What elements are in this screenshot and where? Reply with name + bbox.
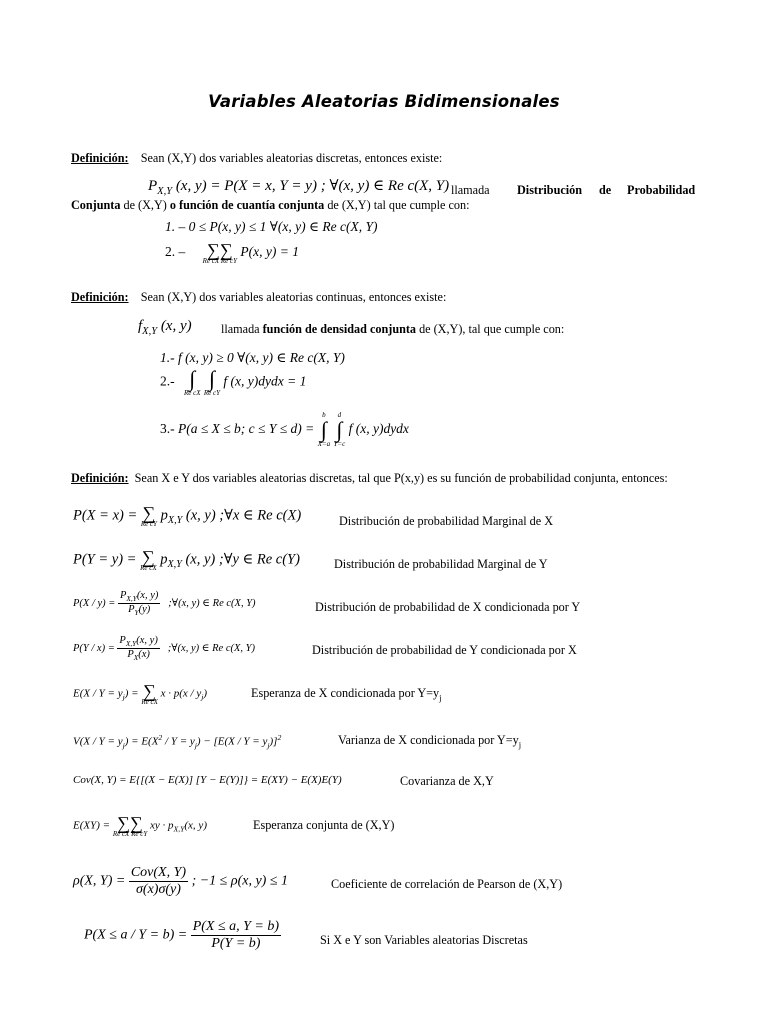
definition-3-intro: Sean X e Y dos variables aleatorias discretas, tal que P(x,y) es su función de probabilidad conjunta, entonces: — [134, 471, 668, 485]
pearson-formula: ρ(X, Y) = $\frac{\text{Cov(X, Y)}}{\sigma(x)\sigma(y)}$ ; −1 ≤ ρ(x, y) ≤ 1 — [73, 865, 289, 897]
joint-pmf-name-2: Probabilidad — [627, 183, 696, 197]
joint-pmf-llamada: llamada — [451, 183, 490, 197]
joint-expectation-formula: E(XY) = ∑∑ Re cX Re cY xy · $p_{X,Y}(x$, y) — [73, 813, 207, 838]
pearson-description: Coeficiente de correlación de Pearson de (X,Y) — [331, 877, 563, 891]
joint-pmf-name-1: Distribución — [517, 183, 583, 197]
definition-1-line-2: Conjunta de (X,Y) o función de cuantía conjunta de (X,Y) tal que cumple con: — [71, 198, 470, 212]
marginal-y-formula: P(Y = y) = ∑ Re cX $p_{X,Y}$ (x, y) ;∀y ∈ Re c(Y) — [73, 547, 300, 572]
definition-2-condition-1: 1.- f (x, y) ≥ 0 ∀(x, y) ∈ Re c(X, Y) — [160, 350, 345, 365]
definition-2-condition-3: 3.- P(a ≤ X ≤ b; c ≤ Y ≤ d) = b ∫ X=a d ∫ Y=c f (x, y)dydx — [160, 411, 409, 448]
definition-1-intro: Sean (X,Y) dos variables aleatorias discretas, entonces existe: — [140, 151, 443, 165]
conditional-expectation-formula: $E(X / Y = y_j)$ = ∑ Re cX $x \cdot p(x / y_j)$ — [73, 681, 208, 706]
marginal-x-formula: P(X = x) = ∑ Re cY $p_{X,Y}$ (x, y) ;∀x ∈ Re c(X) — [73, 503, 302, 528]
definition-2-intro: Sean (X,Y) dos variables aleatorias continuas, entonces existe: — [140, 290, 447, 304]
joint-pmf-formula: $P_{X,Y}$ (x, y) = P(X = x, Y = y) ; ∀(x, y) ∈ Re c(X, Y) — [148, 178, 450, 197]
definition-2-condition-2: 2.- ∫ Re cX ∫ Re cY f (x, y)dydx = 1 — [160, 366, 307, 397]
integral-symbol: ∫ Re cY — [203, 366, 221, 397]
conditional-probability-description: Si X e Y son Variables aleatorias Discretas — [320, 933, 528, 947]
conditional-y-description: Distribución de probabilidad de Y condicionada por X — [312, 643, 577, 657]
definition-1-line — [71, 151, 442, 166]
definition-2-line: Definición: Sean (X,Y) dos variables aleatorias continuas, entonces existe: — [71, 290, 447, 304]
joint-expectation-description: Esperanza conjunta de (X,Y) — [253, 818, 395, 832]
definition-3-line: Definición: Sean X e Y dos variables aleatorias discretas, tal que P(x,y) es su función de probabilidad conjunta, entonces: — [71, 471, 668, 485]
conditional-variance-description: Varianza de X condicionada por $Y=y_j$ — [338, 733, 522, 750]
covariance-formula: Cov(X, Y) = E{[(X − E(X)] [Y − E(Y)]} = E(XY) − E(X)E(Y) — [73, 774, 342, 786]
integral-symbol: d ∫ Y=c — [333, 411, 346, 448]
page-title: Variables Aleatorias Bidimensionales — [208, 92, 560, 111]
conditional-y-formula: P(Y / x) = $\frac{P_{X,Y}(x, y)}{P_X(x)}$ ;∀(x, y) ∈ Re c(X, Y) — [73, 635, 255, 663]
conditional-x-formula: P(X / y) = $\frac{P_{X,Y}(x, y)}{P_Y(y)}$ ;∀(x, y) ∈ Re c(X, Y) — [73, 590, 256, 618]
conditional-x-description: Distribución de probabilidad de X condicionada por Y — [315, 600, 581, 614]
conditional-probability-formula: P(X ≤ a / Y = b) = $\frac{P(X \le a, Y = b)}{P(Y = b)}$ — [84, 919, 280, 951]
covariance-description: Covarianza de X,Y — [400, 774, 494, 788]
sum-symbol: ∑ Re cY — [140, 503, 158, 528]
marginal-x-description: Distribución de probabilidad Marginal de X — [339, 514, 554, 528]
sum-symbol: ∑ Re cX — [141, 681, 158, 706]
joint-pdf-formula: $f_{X,Y}$ (x, y) — [138, 318, 192, 337]
definition-1-condition-2: 2. – ∑∑ Re cX Re cY P(x, y) = 1 — [165, 240, 299, 265]
definition-1-condition-1: 1. – 0 ≤ P(x, y) ≤ 1 ∀(x, y) ∈ Re c(X, Y) — [165, 219, 378, 234]
marginal-y-description: Distribución de probabilidad Marginal de Y — [334, 557, 548, 571]
integral-symbol: b ∫ X=a — [317, 411, 331, 448]
conditional-expectation-description: Esperanza de X condicionada por $Y=y_j$ — [251, 686, 442, 703]
joint-pmf-name-de: de — [599, 183, 612, 197]
conditional-variance-formula: $V(X / Y = y_j) = E(X^2 / Y = y_j) - [E(X / Y = y_j)]^2$ — [73, 733, 282, 750]
definition-label: Definición: — [71, 151, 129, 165]
sum-symbol: ∑ Re cX — [140, 547, 157, 572]
integral-symbol: ∫ Re cX — [184, 366, 201, 397]
double-sum-symbol: ∑∑ Re cX Re cY — [202, 240, 238, 265]
double-sum-symbol: ∑∑ Re cX Re cY — [112, 813, 148, 838]
joint-pdf-description: llamada función de densidad conjunta de (X,Y), tal que cumple con: — [221, 322, 565, 336]
